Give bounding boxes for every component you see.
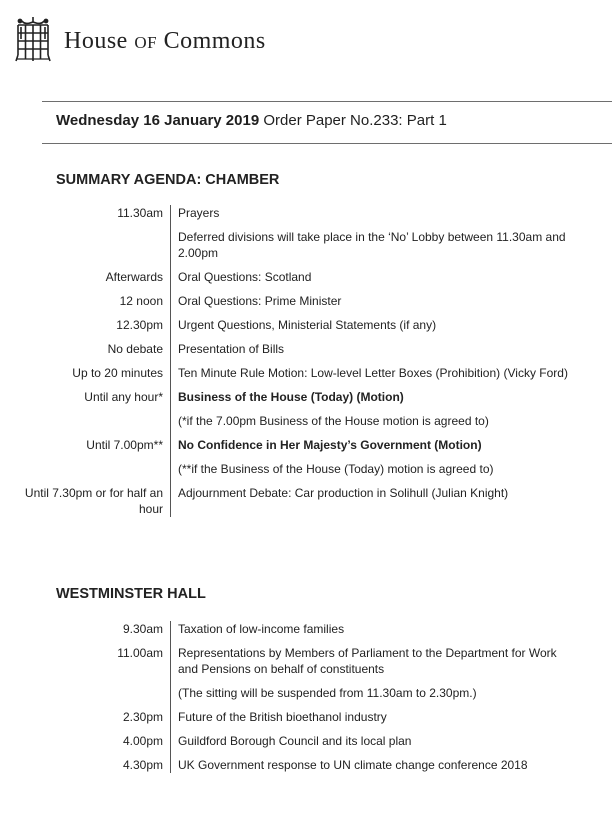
agenda-time: Afterwards [105,270,163,284]
agenda-item: Representations by Members of Parliament to the Department for Work and Pensions on behalf of constituents [170,645,612,677]
title-of: of [134,27,158,54]
agenda-time: 12 noon [119,294,163,308]
agenda-time [0,685,170,701]
row-gap [0,725,612,733]
title-house: House [64,27,128,54]
row-gap [0,677,612,685]
agenda-time: 4.00pm [122,734,163,748]
row-gap [0,701,612,709]
agenda-item: (*if the 7.00pm Business of the House motion is agreed to) [170,413,612,429]
order-paper-title [56,112,447,129]
chamber-agenda-row [0,229,612,261]
agenda-time: 9.30am [122,622,163,636]
chamber-agenda [0,205,612,517]
row-gap [0,309,612,317]
row-gap [0,453,612,461]
row-gap [0,749,612,757]
order-paper-date: Wednesday 16 January 2019 [56,112,260,129]
title-commons: Commons [163,27,266,54]
title-divider [42,143,612,144]
house-of-commons-title [64,28,266,55]
chamber-agenda-row [0,437,612,453]
westminster-hall-heading: WESTMINSTER HALL [56,586,206,602]
agenda-item: Urgent Questions, Ministerial Statements (if any) [170,317,612,333]
agenda-item: No Confidence in Her Majesty’s Government (Motion) [170,437,612,453]
agenda-time: 12.30pm [116,318,163,332]
westminster-hall-agenda-row [0,645,612,677]
chamber-agenda-row [0,485,612,517]
agenda-time [0,229,170,261]
agenda-item: Guildford Borough Council and its local plan [170,733,612,749]
agenda-item: Future of the British bioethanol industry [170,709,612,725]
agenda-time: Until any hour* [84,390,163,404]
agenda-item: UK Government response to UN climate change conference 2018 [170,757,612,773]
agenda-time: 2.30pm [122,710,163,724]
top-divider [42,101,612,102]
westminster-hall-agenda-row [0,757,612,773]
row-gap [0,477,612,485]
row-gap [0,405,612,413]
chamber-agenda-row [0,205,612,221]
row-gap [0,261,612,269]
chamber-agenda-row [0,461,612,477]
agenda-item: Deferred divisions will take place in the ‘No’ Lobby between 11.30am and 2.00pm [170,229,612,261]
agenda-item: Oral Questions: Scotland [170,269,612,285]
page-header [14,10,266,70]
order-paper-number: Order Paper No.233: Part 1 [259,112,447,129]
westminster-hall-agenda-row [0,709,612,725]
row-gap [0,637,612,645]
chamber-agenda-row [0,365,612,381]
agenda-item: Presentation of Bills [170,341,612,357]
westminster-hall-agenda [0,621,612,773]
chamber-agenda-row [0,413,612,429]
chamber-agenda-row [0,269,612,285]
chamber-agenda-row [0,389,612,405]
agenda-item: Adjournment Debate: Car production in Solihull (Julian Knight) [170,485,612,517]
row-gap [0,221,612,229]
row-gap [0,285,612,293]
chamber-agenda-row [0,341,612,357]
agenda-time: 11.30am [117,206,163,220]
agenda-item: Oral Questions: Prime Minister [170,293,612,309]
agenda-time: 11.00am [117,646,163,660]
agenda-item: (The sitting will be suspended from 11.30am to 2.30pm.) [170,685,612,701]
portcullis-icon [14,15,52,65]
westminster-hall-agenda-row [0,621,612,637]
chamber-agenda-row [0,293,612,309]
agenda-time: No debate [107,342,163,356]
westminster-hall-agenda-row [0,733,612,749]
row-gap [0,333,612,341]
agenda-time: Up to 20 minutes [72,366,163,380]
agenda-item: (**if the Business of the House (Today) motion is agreed to) [170,461,612,477]
agenda-time [0,413,170,429]
agenda-item: Prayers [170,205,612,221]
agenda-item: Taxation of low-income families [170,621,612,637]
chamber-heading: SUMMARY AGENDA: CHAMBER [56,172,280,188]
row-gap [0,357,612,365]
agenda-time: Until 7.00pm** [86,438,163,452]
agenda-time: 4.30pm [122,758,163,772]
agenda-item: Ten Minute Rule Motion: Low-level Letter Boxes (Prohibition) (Vicky Ford) [170,365,612,381]
westminster-hall-agenda-row [0,685,612,701]
chamber-agenda-row [0,317,612,333]
row-gap [0,381,612,389]
agenda-time [0,461,170,477]
agenda-item: Business of the House (Today) (Motion) [170,389,612,405]
agenda-time: Until 7.30pm or for half an hour [24,486,163,516]
row-gap [0,429,612,437]
